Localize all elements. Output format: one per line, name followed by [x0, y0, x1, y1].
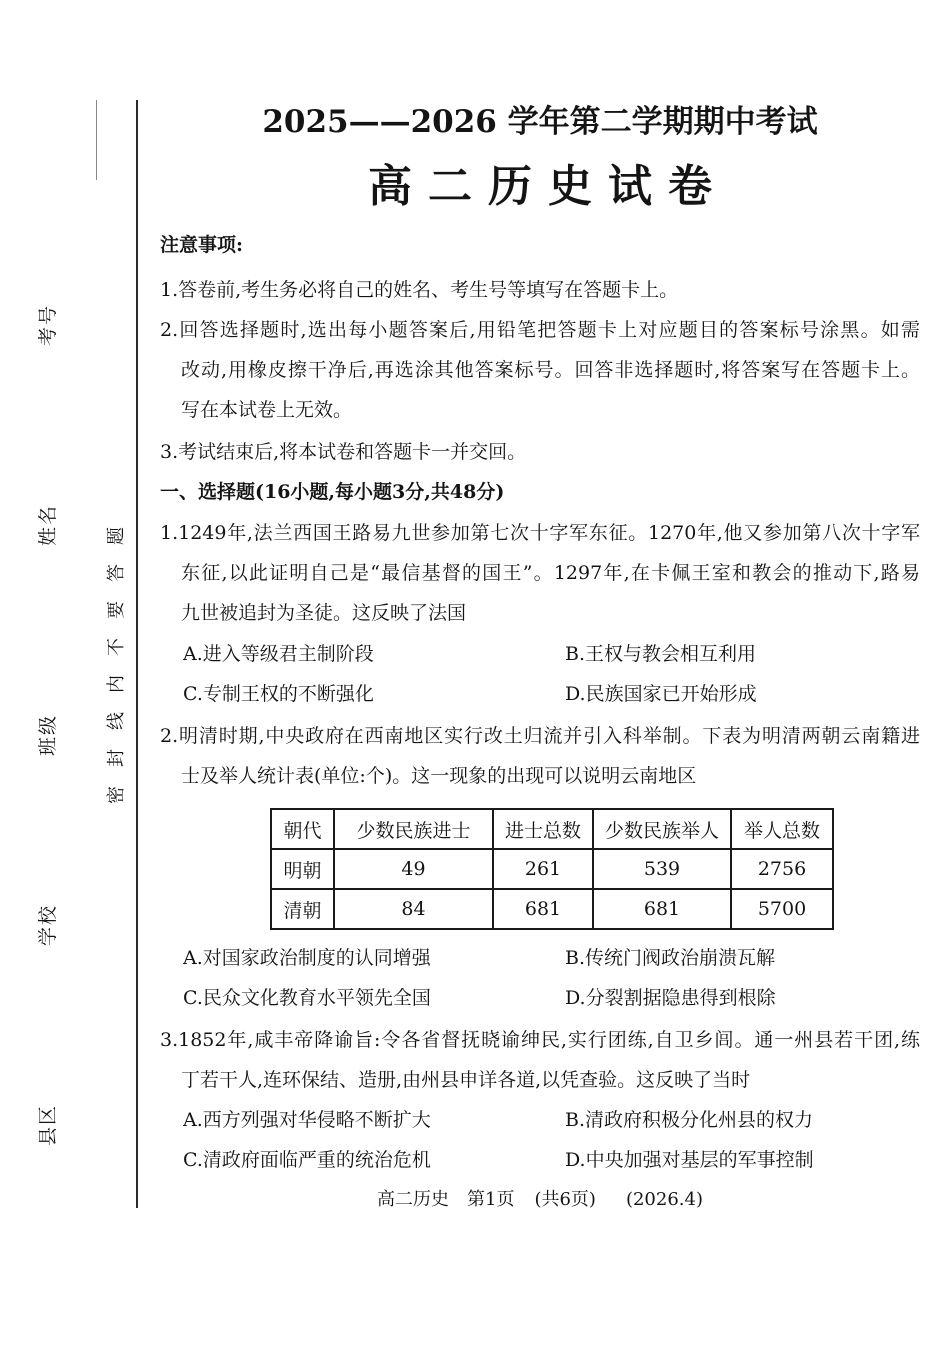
school-label: 学校	[37, 904, 59, 947]
footer-subject: 高二历史	[377, 1189, 449, 1210]
question-2-stem-line-2: 士及举人统计表(单位:个)。这一现象的出现可以说明云南地区	[181, 765, 697, 787]
question-2-option-d: D.分裂割据隐患得到根除	[565, 987, 776, 1009]
table-cell: 5700	[731, 889, 833, 929]
exam-subtitle-wrap	[160, 158, 920, 216]
question-1-stem-line-3: 九世被追封为圣徒。这反映了法国	[181, 602, 467, 624]
section-heading: 一、选择题(16小题,每小题3分,共48分)	[160, 481, 505, 503]
seal-line	[136, 100, 138, 1208]
notice-item-2-line-1: 2.回答选择题时,选出每小题答案后,用铅笔把答题卡上对应题目的答案标号涂黑。如需	[160, 319, 920, 341]
question-2-option-a: A.对国家政治制度的认同增强	[183, 947, 431, 969]
question-1-option-b: B.王权与教会相互利用	[565, 643, 757, 665]
notice-item-2-line-2: 改动,用橡皮擦干净后,再选涂其他答案标号。回答非选择题时,将答案写在答题卡上。	[181, 359, 920, 381]
question-3-option-c: C.清政府面临严重的统治危机	[183, 1149, 431, 1171]
question-1-stem-line-2: 东征,以此证明自己是“最信基督的国王”。1297年,在卡佩王室和教会的推动下,路易	[181, 562, 920, 584]
question-2-stem-line-1: 2.明清时期,中央政府在西南地区实行改土归流并引入科举制。下表为明清两朝云南籍进	[160, 725, 920, 747]
table-cell: 49	[334, 849, 493, 889]
table-cell: 681	[493, 889, 593, 929]
question-3-option-b: B.清政府积极分化州县的权力	[565, 1109, 814, 1131]
question-3-stem-line-2: 丁若干人,连环保结、造册,由州县申详各道,以凭查验。这反映了当时	[181, 1069, 751, 1091]
notice-item-2-line-3: 写在本试卷上无效。	[181, 399, 353, 421]
notice-item-1: 1.答卷前,考生务必将自己的姓名、考生号等填写在答题卡上。	[160, 279, 679, 301]
name-label: 姓名	[37, 504, 59, 547]
class-label: 班级	[37, 714, 59, 757]
question-1-option-a: A.进入等级君主制阶段	[183, 643, 374, 665]
table-cell: 清朝	[271, 889, 334, 929]
exam-title: 2025——2026 学年第二学期期中考试	[262, 104, 818, 140]
table-header-cell: 举人总数	[731, 809, 833, 849]
question-3-stem-line-1: 3.1852年,咸丰帝降谕旨:令各省督抚晓谕绅民,实行团练,自卫乡闾。通一州县若干团,练	[160, 1029, 920, 1051]
margin-guide-line	[96, 100, 97, 180]
table-cell: 681	[593, 889, 731, 929]
seal-notice: 密封线内不要答题	[106, 508, 127, 804]
page-footer	[160, 1180, 920, 1220]
exam-subtitle: 高二历史试卷	[368, 161, 728, 212]
table-header-cell: 朝代	[271, 809, 334, 849]
notice-item-3: 3.考试结束后,将本试卷和答题卡一并交回。	[160, 441, 527, 463]
table-header-cell: 少数民族举人	[593, 809, 731, 849]
district-label: 县区	[37, 1104, 59, 1147]
table-header-cell: 进士总数	[493, 809, 593, 849]
question-2-option-c: C.民众文化教育水平领先全国	[183, 987, 431, 1009]
question-3-option-d: D.中央加强对基层的军事控制	[565, 1149, 814, 1171]
table-cell: 2756	[731, 849, 833, 889]
table-row	[271, 889, 833, 929]
question-1-stem-line-1: 1.1249年,法兰西国王路易九世参加第七次十字军东征。1270年,他又参加第八次十字军	[160, 522, 920, 544]
footer-page-total: (共6页)	[534, 1189, 596, 1210]
table-row	[271, 849, 833, 889]
table-header-row	[271, 809, 833, 849]
notice-heading: 注意事项:	[160, 234, 244, 256]
footer-date: (2026.4)	[625, 1189, 703, 1210]
question-3-option-a: A.西方列强对华侵略不断扩大	[183, 1109, 431, 1131]
jinshi-juren-table	[270, 808, 834, 930]
question-2-option-b: B.传统门阀政治崩溃瓦解	[565, 947, 776, 969]
exam-number-label: 考号	[37, 304, 59, 347]
footer-page-number: 第1页	[467, 1189, 515, 1210]
table-cell: 明朝	[271, 849, 334, 889]
question-1-option-d: D.民族国家已开始形成	[565, 683, 757, 705]
table-cell: 261	[493, 849, 593, 889]
table-cell: 84	[334, 889, 493, 929]
table-header-cell: 少数民族进士	[334, 809, 493, 849]
question-1-option-c: C.专制王权的不断强化	[183, 683, 374, 705]
table-cell: 539	[593, 849, 731, 889]
